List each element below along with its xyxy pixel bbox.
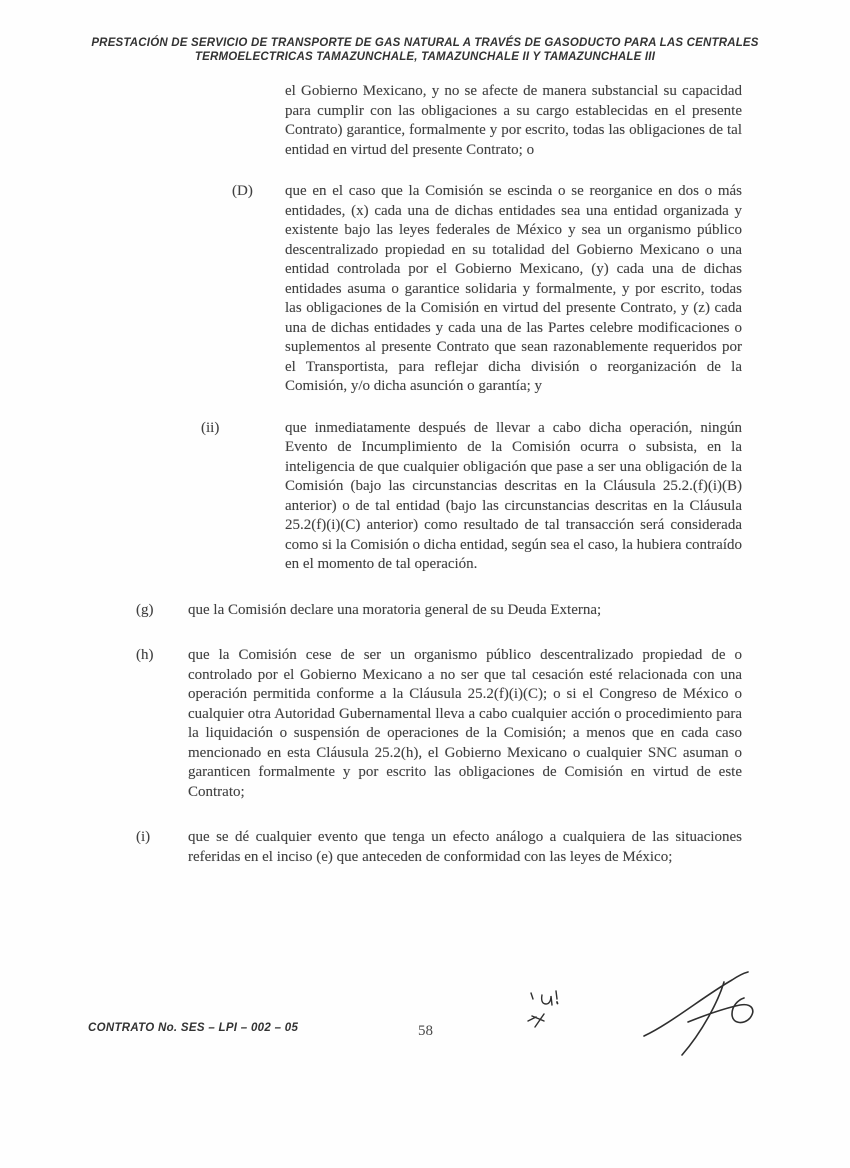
document-header bbox=[0, 36, 850, 64]
paragraph-text: el Gobierno Mexicano, y no se afecte de manera substancial su capacidad para cumplir con las obligaciones a su cargo establecidas en el presente Contrato) garantice, formalmente y por escrito, todas las obligaciones de tal entidad en virtud del presente Contrato; o bbox=[285, 83, 742, 158]
paragraph-i bbox=[88, 828, 742, 867]
paragraph-D bbox=[88, 182, 742, 397]
paragraph-h bbox=[88, 646, 742, 802]
paragraph-text: que la Comisión cese de ser un organismo público descentralizado propiedad de o controlado por el Gobierno Mexicano a no ser que tal cesación esté relacionada con una operación permitida conforme a la Cláusula 25.2(f)(i)(C); o si el Congreso de México o cualquier otra Autoridad Gubernamental lleva a cabo cualquier acción o procedimiento para la liquidación o suspensión de operaciones de la Comisión; a menos que en cada caso mencionado en esta Cláusula 25.2(h), el Gobierno Mexicano o cualquier SNC asuman o garanticen formalmente y por escrito las obligaciones de Comisión en virtud de este Contrato; bbox=[188, 647, 742, 800]
paragraph-label: (h) bbox=[136, 647, 154, 663]
paragraph-label: (ii) bbox=[201, 419, 220, 436]
paragraph-text: que inmediatamente después de llevar a cabo dicha operación, ningún Evento de Incumplimiento de la Comisión ocurra o subsista, en la inteligencia de que cualquier obligación que pase a ser una obligación de la Comisión (bajo las circunstancias descritas en la Cláusula 25.2.(f)(i)(B) anterior) o de tal entidad (bajo las circunstancias descritas en la Cláusula 25.2(f)(i)(C) anterior) como resultado de tal transacción será considerada como si la Comisión o dicha entidad, según sea el caso, la hubiera contraído en el momento de tal operación. bbox=[285, 419, 742, 572]
paragraph-label: (D) bbox=[232, 183, 253, 199]
header-line-1: PRESTACIÓN DE SERVICIO DE TRANSPORTE DE GAS NATURAL A TRAVÉS DE GASODUCTO PARA LAS CENTRALES bbox=[91, 37, 759, 49]
page-number: 58 bbox=[418, 1023, 433, 1039]
paragraph-text: que la Comisión declare una moratoria general de su Deuda Externa; bbox=[188, 601, 602, 618]
paragraph-label: (i) bbox=[136, 829, 151, 845]
paragraph-label: (g) bbox=[136, 601, 154, 618]
paragraph-text: que en el caso que la Comisión se escinda o se reorganice en dos o más entidades, (x) cada una de dichas entidades sea una entidad organizada y existente bajo las leyes federales de México y sea un organismo público descentralizado propiedad en su totalidad del Gobierno Mexicano o una entidad controlada por el Gobierno Mexicano, (y) cada una de dichas entidades asuma o garantice solidaria y formalmente, y por escrito, todas las obligaciones de la Comisión en virtud del presente Contrato, y (z) cada una de dichas entidades y cada una de las Partes celebre modificaciones o suplementos al presente Contrato que sean razonablemente requeridos por el Transportista, para reflejar dicha división o reorganización de la Comisión, y/o dicha asunción o garantía; y bbox=[285, 183, 742, 394]
contract-number: CONTRATO No. SES – LPI – 002 – 05 bbox=[88, 1022, 299, 1034]
paragraph-text: que se dé cualquier evento que tenga un efecto análogo a cualquiera de las situaciones referidas en el inciso (e) que anteceden de conformidad con las leyes de México; bbox=[188, 829, 742, 865]
document-footer bbox=[0, 1016, 850, 1056]
paragraph-g bbox=[88, 601, 742, 621]
document-body bbox=[88, 82, 742, 889]
header-line-2: TERMOELECTRICAS TAMAZUNCHALE, TAMAZUNCHALE II Y TAMAZUNCHALE III bbox=[194, 51, 656, 63]
paragraph-continuation bbox=[88, 82, 742, 160]
paragraph-ii bbox=[88, 419, 742, 575]
